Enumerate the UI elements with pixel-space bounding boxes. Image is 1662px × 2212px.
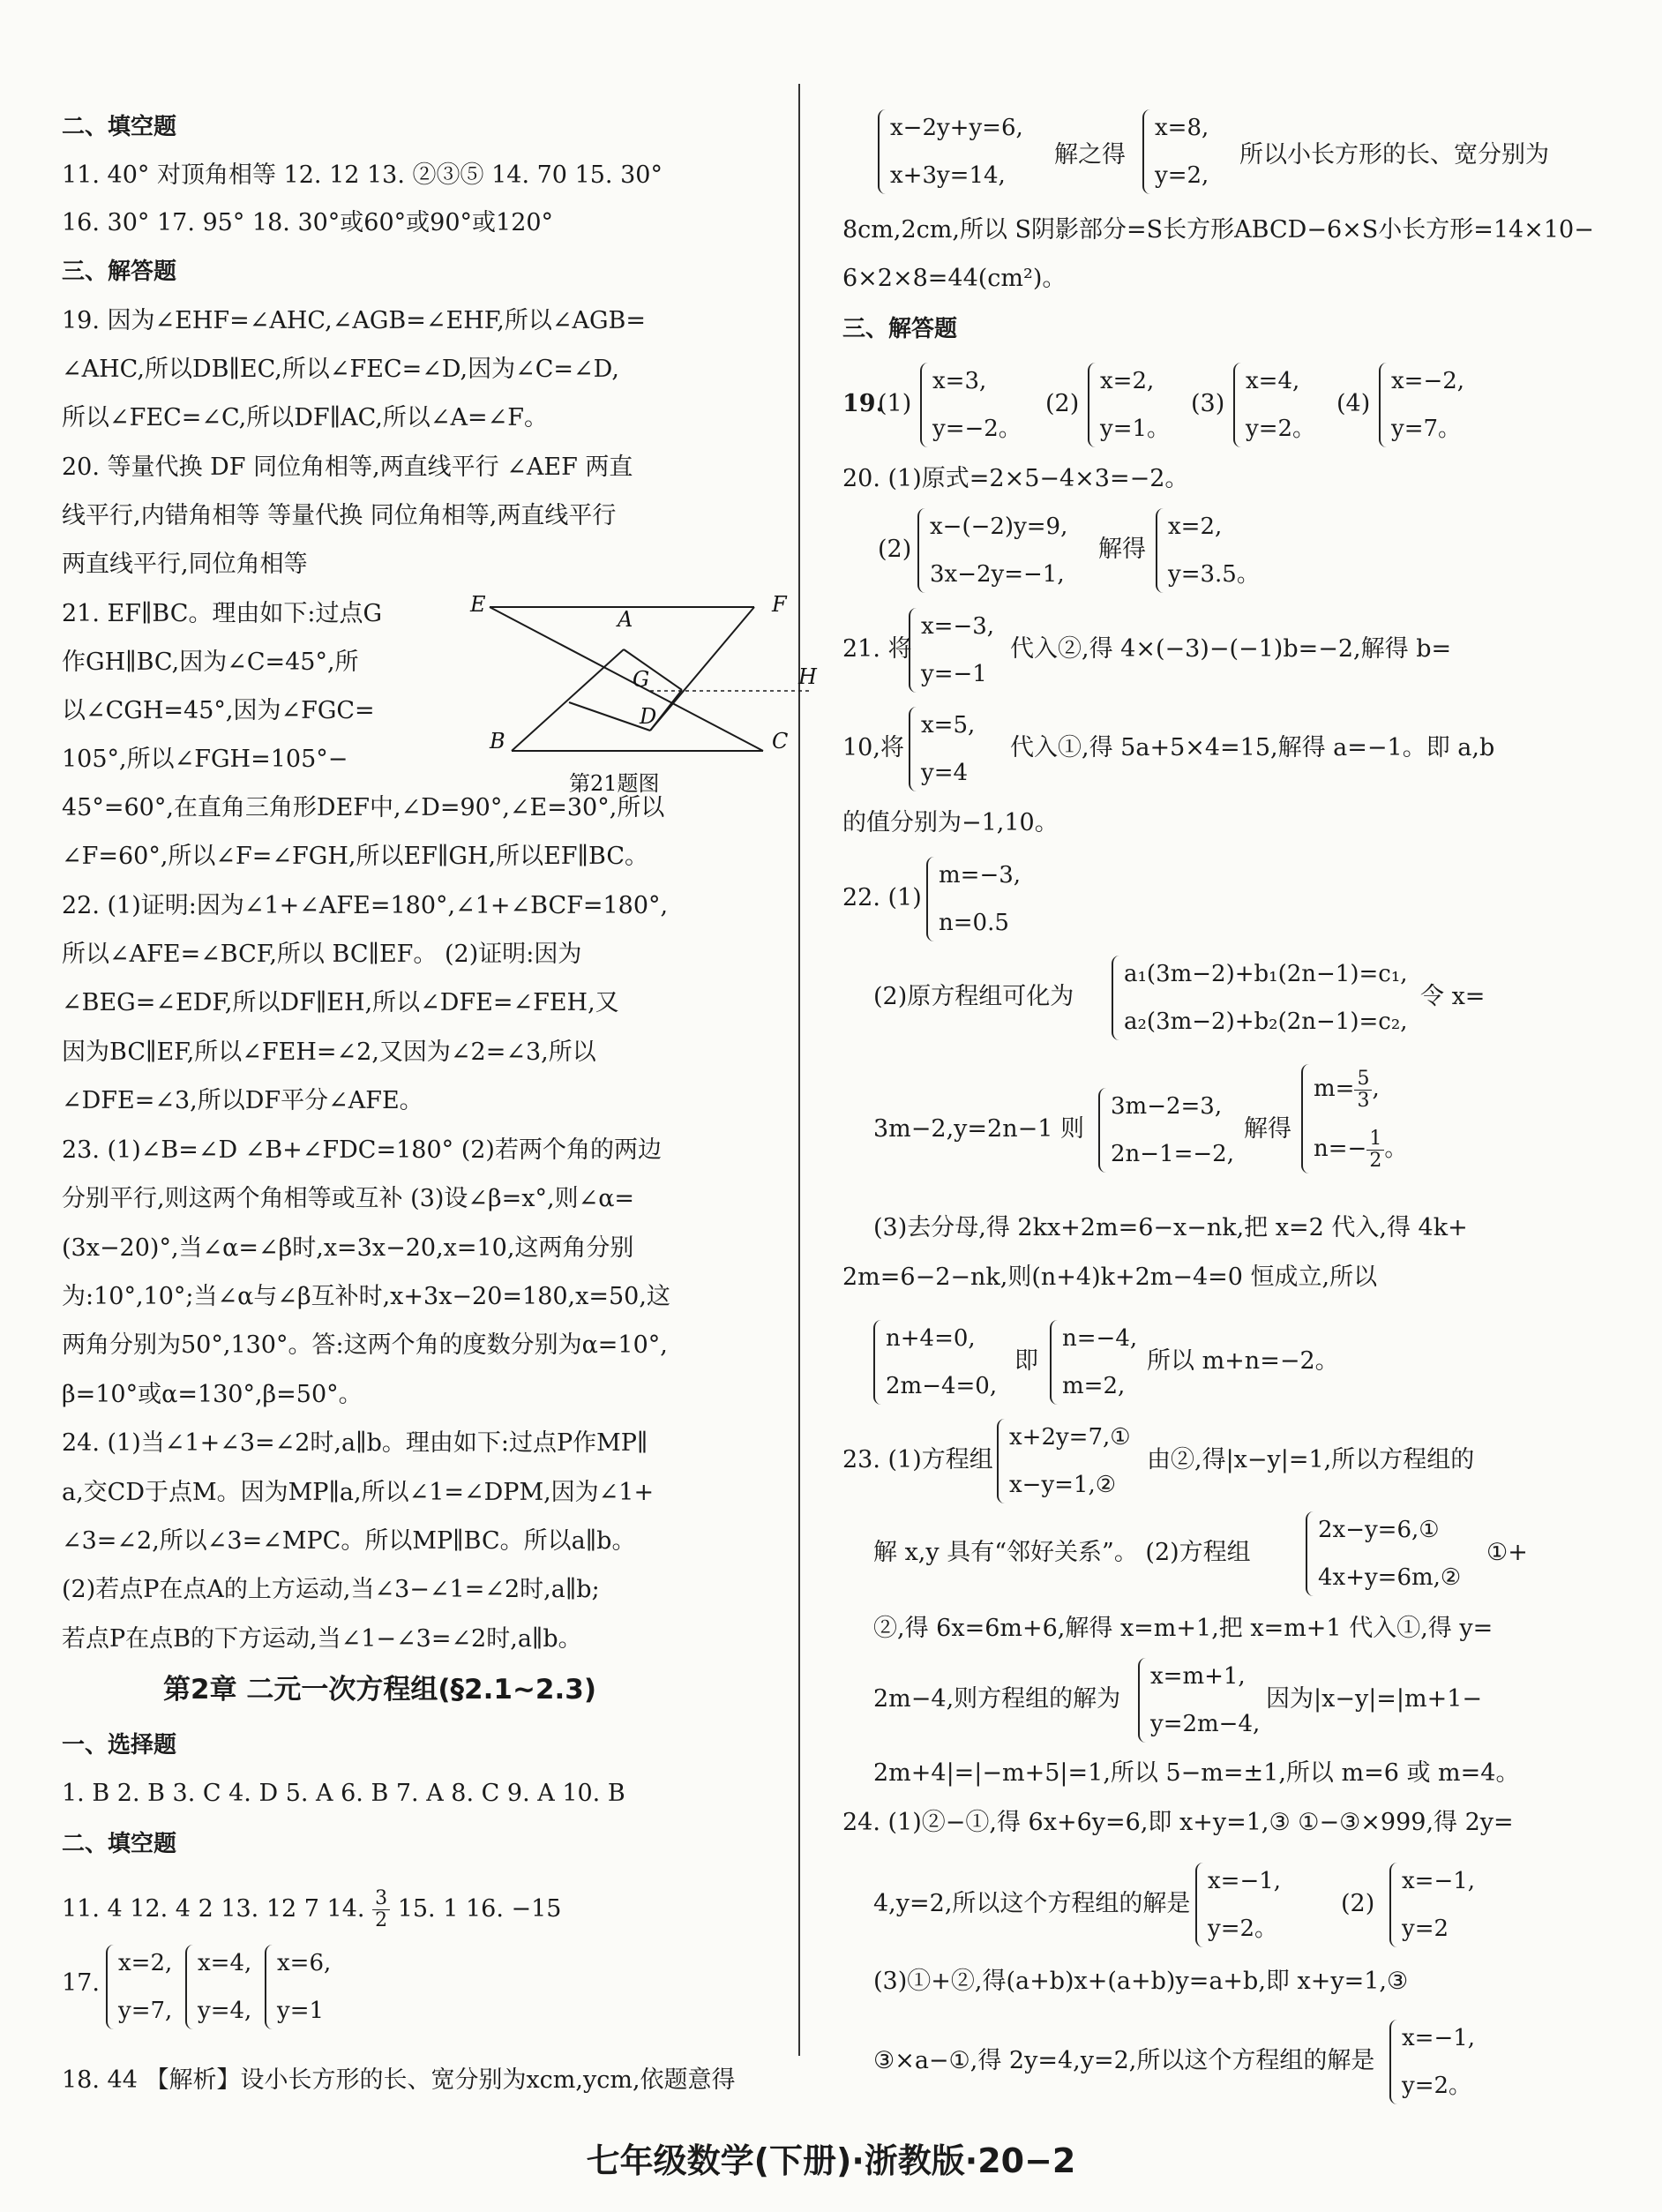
answer-line: ∠BEG=∠EDF,所以DF∥EH,所以∠DFE=∠FEH,又 <box>62 989 619 1016</box>
figure-caption: 第21题图 <box>569 771 660 796</box>
answer-text: 2m−4,则方程组的解为 <box>873 1685 1121 1713</box>
equation-system <box>106 1939 172 2035</box>
equation-system <box>1138 1653 1260 1748</box>
answer-text: ③×a−①,得 2y=4,y=2,所以这个方程组的解是 <box>873 2047 1375 2074</box>
answer-line: 16. 30° 17. 95° 18. 30°或60°或90°或120° <box>62 209 554 236</box>
equation: x=4, <box>1246 368 1300 394</box>
equation: x=−3, <box>921 613 995 640</box>
equation-system <box>1379 357 1464 453</box>
answer-text: 即 <box>1014 1347 1038 1375</box>
answer-line: β=10°或α=130°,β=50°。 <box>62 1381 363 1408</box>
section-heading: 一、选择题 <box>62 1732 177 1758</box>
answer-line: 若点P在点B的下方运动,当∠1−∠3=∠2时,a∥b。 <box>62 1625 582 1653</box>
part-label: (1) <box>878 390 912 417</box>
answer-text: 代入②,得 4×(−3)−(−1)b=−2,解得 b= <box>1010 635 1452 663</box>
equation-system <box>1050 1315 1137 1410</box>
answer-line: 105°,所以∠FGH=105°− <box>62 746 348 773</box>
equation-system <box>1233 357 1315 453</box>
equation-system <box>1389 2014 1475 2110</box>
answer-line: 分别平行,则这两个角相等或互补 (3)设∠β=x°,则∠α= <box>62 1185 635 1212</box>
equation: 3x−2y=−1, <box>930 561 1065 588</box>
answer-line: 因为BC∥EF,所以∠FEH=∠2,又因为∠2=∠3,所以 <box>62 1039 596 1066</box>
equation: 3m−2=3, <box>1111 1093 1223 1120</box>
answer-line: (2)若点P在点A的上方运动,当∠3−∠1=∠2时,a∥b; <box>62 1576 600 1603</box>
point-label: G <box>633 667 650 692</box>
answer-line <box>62 1888 561 1931</box>
equation: n=−4, <box>1062 1325 1138 1352</box>
equation-system <box>1301 1059 1407 1179</box>
answer-text: 代入①,得 5a+5×4=15,解得 a=−1。即 a,b <box>1010 734 1495 761</box>
equation-system <box>1156 503 1260 598</box>
answer-line: 2m=6−2−nk,则(n+4)k+2m−4=0 恒成立,所以 <box>842 1263 1378 1291</box>
equation: y=1 <box>277 1998 325 2024</box>
answer-line: 8cm,2cm,所以 S阴影部分=S长方形ABCD−6×S小长方形=14×10− <box>842 216 1594 244</box>
answer-line: 20. (1)原式=2×5−4×3=−2。 <box>842 465 1189 492</box>
point-label: B <box>490 729 505 754</box>
point-label: H <box>798 664 817 689</box>
equation: 2x−y=6,① <box>1318 1517 1440 1543</box>
column-divider <box>798 84 800 2056</box>
equation: m=2, <box>1062 1373 1126 1399</box>
equation: x−(−2)y=9, <box>930 514 1068 540</box>
section-heading: 三、解答题 <box>842 316 958 342</box>
denominator: 3 <box>1357 1089 1370 1112</box>
equation-system <box>185 1939 251 2035</box>
equation-text: m= <box>1314 1076 1355 1102</box>
answer-text: 解 x,y 具有“邻好关系”。 (2)方程组 <box>873 1539 1251 1566</box>
equation: x=8, <box>1155 115 1209 141</box>
answer-line: ②,得 6x=6m+6,解得 x=m+1,把 x=m+1 代入①,得 y= <box>873 1615 1494 1642</box>
equation: n+4=0, <box>886 1325 976 1352</box>
equation: y=2 <box>1402 1916 1449 1942</box>
answer-line: 19. 因为∠EHF=∠AHC,∠AGB=∠EHF,所以∠AGB= <box>62 307 647 334</box>
answer-line: 所以∠FEC=∠C,所以DF∥AC,所以∠A=∠F。 <box>62 404 548 431</box>
answer-text: ①+ <box>1486 1539 1528 1566</box>
equation: x+2y=7,① <box>1009 1424 1131 1451</box>
equation: x=6, <box>277 1950 332 1976</box>
point-label: C <box>772 729 789 754</box>
equation-system <box>1195 1857 1281 1953</box>
fraction <box>1366 1128 1384 1172</box>
left-column <box>62 0 817 2212</box>
numerator: 5 <box>1354 1069 1372 1091</box>
equation-system <box>909 603 994 698</box>
equation: n=− $\frac{1}{2}$ 。 <box>1314 1127 1408 1172</box>
answer-line: 6×2×8=44(cm²)。 <box>842 265 1067 292</box>
answer-line: (3x−20)°,当∠α=∠β时,x=3x−20,x=10,这两角分别 <box>62 1234 634 1262</box>
equation: y=2。 <box>1246 416 1316 442</box>
equation: x=−2, <box>1391 368 1465 394</box>
equation-system <box>1389 1857 1475 1953</box>
equation: x=−1, <box>1208 1868 1282 1894</box>
equation: x=−1, <box>1402 1868 1476 1894</box>
point-label: D <box>640 704 657 729</box>
answer-line: 24. (1)②−①,得 6x+6y=6,即 x+y=1,③ ①−③×999,得 2y= <box>842 1809 1514 1836</box>
point-label: F <box>772 592 787 617</box>
part-label: (2) <box>1341 1890 1375 1917</box>
answer-line: (3)去分母,得 2kx+2m=6−x−nk,把 x=2 代入,得 4k+ <box>873 1214 1468 1241</box>
equation: y=−1 <box>921 661 987 687</box>
equation: x=−1, <box>1402 2025 1476 2051</box>
answer-line: 两直线平行,同位角相等 <box>62 551 308 578</box>
page-footer: 七年级数学(下册)·浙教版·20−2 <box>586 2141 1076 2180</box>
answer-line: 45°=60°,在直角三角形DEF中,∠D=90°,∠E=30°,所以 <box>62 794 665 821</box>
equation-system <box>917 503 1067 598</box>
fraction <box>372 1888 390 1931</box>
answer-line: 11. 40° 对顶角相等 12. 12 13. ②③⑤ 14. 70 15. 30° <box>62 161 663 189</box>
equation-system <box>909 701 975 797</box>
answer-text: 15. 1 16. −15 <box>397 1895 562 1923</box>
answer-line: 2m+4|=|−m+5|=1,所以 5−m=±1,所以 m=6 或 m=4。 <box>873 1759 1520 1787</box>
answer-text: 23. (1)方程组 <box>842 1446 993 1473</box>
answer-text: 22. (1) <box>842 884 922 911</box>
equation: x−2y+y=6, <box>890 115 1023 141</box>
equation-system <box>1098 1083 1234 1178</box>
equation-system <box>1142 104 1209 199</box>
fraction <box>1354 1069 1372 1112</box>
point-label: A <box>618 607 633 632</box>
equation: y=7, <box>118 1998 173 2024</box>
answer-line: 1. B 2. B 3. C 4. D 5. A 6. B 7. A 8. C 9. A 10. B <box>62 1780 625 1807</box>
section-heading: 三、解答题 <box>62 259 177 285</box>
answer-line: 为:10°,10°;当∠α与∠β互补时,x+3x−20=180,x=50,这 <box>62 1283 670 1310</box>
answer-line: ∠DFE=∠3,所以DF平分∠AFE。 <box>62 1087 423 1114</box>
question-label: 17. <box>62 1969 100 1997</box>
equation: a₂(3m−2)+b₂(2n−1)=c₂, <box>1124 1009 1408 1035</box>
answer-text: 4,y=2,所以这个方程组的解是 <box>873 1890 1191 1917</box>
point-label: E <box>470 592 486 617</box>
equation: x=m+1, <box>1150 1663 1246 1690</box>
equation: 2n−1=−2, <box>1111 1141 1234 1167</box>
equation-text: n=− <box>1314 1136 1367 1162</box>
section-heading: 二、填空题 <box>62 114 177 140</box>
equation: y=2, <box>1155 162 1209 189</box>
section-heading: 二、填空题 <box>62 1831 177 1857</box>
answer-text: 10,将 <box>842 734 904 761</box>
part-label: (4) <box>1336 390 1371 417</box>
answer-text: 由②,得|x−y|=1,所以方程组的 <box>1147 1446 1475 1473</box>
numerator: 1 <box>1366 1128 1384 1151</box>
answer-text: 解之得 <box>1054 141 1126 169</box>
answer-line: 20. 等量代换 DF 同位角相等,两直线平行 ∠AEF 两直 <box>62 454 633 481</box>
answer-text: 11. 4 12. 4 2 13. 12 7 14. <box>62 1895 365 1923</box>
geometry-figure-21 <box>463 589 820 801</box>
answer-line: 24. (1)当∠1+∠3=∠2时,a∥b。理由如下:过点P作MP∥ <box>62 1429 648 1457</box>
equation: x−y=1,② <box>1009 1472 1117 1498</box>
equation: y=4, <box>198 1998 252 2024</box>
equation-system <box>997 1413 1131 1509</box>
equation: y=3.5。 <box>1168 561 1260 588</box>
answer-line: a,交CD于点M。因为MP∥a,所以∠1=∠DPM,因为∠1+ <box>62 1479 655 1506</box>
answer-line: ∠F=60°,所以∠F=∠FGH,所以EF∥GH,所以EF∥BC。 <box>62 843 648 870</box>
answer-line: 18. 44 【解析】设小长方形的长、宽分别为xcm,ycm,依题意得 <box>62 2066 736 2094</box>
equation: y=2m−4, <box>1150 1711 1261 1737</box>
equation-system <box>873 1315 997 1410</box>
equation: m=−3, <box>939 862 1022 889</box>
answer-line: 22. (1)证明:因为∠1+∠AFE=180°,∠1+∠BCF=180°, <box>62 892 669 919</box>
answer-text: 解得 <box>1098 536 1146 563</box>
equation-system <box>265 1939 331 2035</box>
equation-system <box>1088 357 1170 453</box>
answer-text: 所以 m+n=−2。 <box>1147 1347 1339 1375</box>
numerator: 3 <box>372 1888 390 1910</box>
part-label: (2) <box>1045 390 1080 417</box>
equation: y=−2。 <box>932 416 1022 442</box>
answer-line: 21. EF∥BC。理由如下:过点G <box>62 600 383 627</box>
right-column <box>842 0 1594 2212</box>
equation: m= $\frac{5}{3}$ , <box>1314 1067 1380 1112</box>
part-label: (2) <box>878 536 912 563</box>
equation: 4x+y=6m,② <box>1318 1564 1462 1591</box>
answer-line: 作GH∥BC,因为∠C=45°,所 <box>62 649 359 676</box>
equation-system <box>926 851 1021 947</box>
answer-line: 的值分别为−1,10。 <box>842 809 1059 836</box>
equation: x=2, <box>1100 368 1155 394</box>
equation: y=2。 <box>1208 1916 1278 1942</box>
answer-line: 线平行,内错角相等 等量代换 同位角相等,两直线平行 <box>62 502 617 529</box>
answer-line: 两角分别为50°,130°。答:这两个角的度数分别为α=10°, <box>62 1331 668 1359</box>
answer-text: (2)原方程组可化为 <box>873 983 1074 1010</box>
denominator: 2 <box>1369 1149 1382 1172</box>
answer-text: 所以小长方形的长、宽分别为 <box>1239 141 1549 169</box>
answer-line: 23. (1)∠B=∠D ∠B+∠FDC=180° (2)若两个角的两边 <box>62 1136 662 1164</box>
answer-text: 3m−2,y=2n−1 则 <box>873 1115 1084 1143</box>
equation: y=1。 <box>1100 416 1171 442</box>
equation-system <box>1112 950 1408 1046</box>
equation: x=4, <box>198 1950 252 1976</box>
chapter-title: 第2章 二元一次方程组(§2.1~2.3) <box>163 1674 597 1706</box>
answer-text: 因为|x−y|=|m+1− <box>1266 1685 1483 1713</box>
question-label: 19. <box>842 390 884 417</box>
answer-line: (3)①+②,得(a+b)x+(a+b)y=a+b,即 x+y=1,③ <box>873 1968 1409 1995</box>
equation-system <box>1306 1506 1461 1601</box>
equation: x=3, <box>932 368 987 394</box>
equation: a₁(3m−2)+b₁(2n−1)=c₁, <box>1124 961 1408 987</box>
answer-line: 以∠CGH=45°,因为∠FGC= <box>62 697 375 724</box>
equation: x=2, <box>118 1950 173 1976</box>
equation: x+3y=14, <box>890 162 1006 189</box>
answer-line: 所以∠AFE=∠BCF,所以 BC∥EF。 (2)证明:因为 <box>62 941 582 968</box>
equation-system <box>878 104 1023 199</box>
equation: x=5, <box>921 712 976 739</box>
denominator: 2 <box>375 1909 388 1931</box>
part-label: (3) <box>1191 390 1225 417</box>
equation: y=2。 <box>1402 2073 1472 2099</box>
equation: 2m−4=0, <box>886 1373 998 1399</box>
equation: y=4 <box>921 760 969 786</box>
answer-text: 令 x= <box>1420 983 1486 1010</box>
equation-system <box>920 357 1022 453</box>
answer-text: 解得 <box>1244 1115 1291 1143</box>
answer-line: ∠3=∠2,所以∠3=∠MPC。所以MP∥BC。所以a∥b。 <box>62 1527 636 1555</box>
equation: y=7。 <box>1391 416 1462 442</box>
equation: n=0.5 <box>939 910 1009 936</box>
answer-line: ∠AHC,所以DB∥EC,所以∠FEC=∠D,因为∠C=∠D, <box>62 356 619 383</box>
equation: x=2, <box>1168 514 1223 540</box>
answer-text: 21. 将 <box>842 635 912 663</box>
